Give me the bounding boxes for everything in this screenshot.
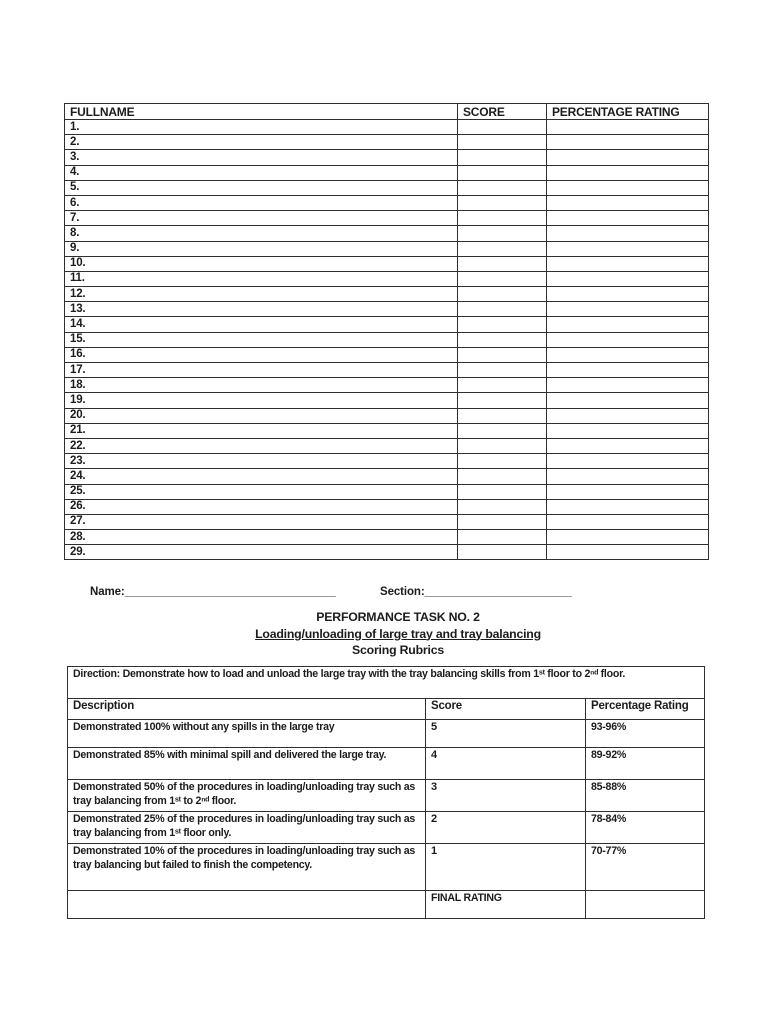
roster-percentage-cell bbox=[547, 332, 709, 347]
rubric-row bbox=[68, 812, 705, 844]
roster-number-cell: 14. bbox=[65, 317, 458, 332]
roster-row bbox=[65, 120, 709, 135]
roster-percentage-cell bbox=[547, 287, 709, 302]
final-description-cell bbox=[68, 891, 426, 919]
roster-row bbox=[65, 256, 709, 271]
roster-number-cell: 2. bbox=[65, 135, 458, 150]
roster-percentage-cell bbox=[547, 317, 709, 332]
roster-percentage-cell bbox=[547, 347, 709, 362]
roster-score-cell bbox=[458, 393, 547, 408]
roster-row bbox=[65, 469, 709, 484]
roster-percentage-cell bbox=[547, 514, 709, 529]
roster-number-cell: 4. bbox=[65, 165, 458, 180]
roster-table bbox=[64, 103, 709, 560]
rubric-header-row bbox=[68, 699, 705, 720]
roster-row bbox=[65, 211, 709, 226]
roster-percentage-cell bbox=[547, 226, 709, 241]
roster-score-cell bbox=[458, 347, 547, 362]
roster-row bbox=[65, 241, 709, 256]
roster-row bbox=[65, 271, 709, 286]
roster-row bbox=[65, 226, 709, 241]
roster-number-cell: 29. bbox=[65, 545, 458, 560]
roster-percentage-cell bbox=[547, 499, 709, 514]
roster-row bbox=[65, 135, 709, 150]
roster-number-cell: 8. bbox=[65, 226, 458, 241]
roster-percentage-cell bbox=[547, 256, 709, 271]
roster-number-cell: 21. bbox=[65, 423, 458, 438]
roster-percentage-cell bbox=[547, 180, 709, 195]
scoring-rubrics-subtitle: Scoring Rubrics bbox=[352, 643, 444, 657]
roster-row bbox=[65, 438, 709, 453]
rubric-score-cell: 2 bbox=[426, 812, 586, 844]
roster-number-cell: 26. bbox=[65, 499, 458, 514]
rubric-description-cell: Demonstrated 25% of the procedures in loading/unloading tray such as tray balancing from 1ˢᵗ floor only. bbox=[68, 812, 426, 844]
roster-row bbox=[65, 195, 709, 210]
roster-score-cell bbox=[458, 302, 547, 317]
roster-score-cell bbox=[458, 317, 547, 332]
roster-row bbox=[65, 484, 709, 499]
rubric-row bbox=[68, 844, 705, 891]
roster-percentage-cell bbox=[547, 530, 709, 545]
rubric-header-score: Score bbox=[426, 699, 586, 720]
roster-score-cell bbox=[458, 287, 547, 302]
roster-percentage-cell bbox=[547, 393, 709, 408]
roster-score-cell bbox=[458, 438, 547, 453]
roster-score-cell bbox=[458, 423, 547, 438]
roster-score-cell bbox=[458, 226, 547, 241]
roster-number-cell: 5. bbox=[65, 180, 458, 195]
roster-score-cell bbox=[458, 211, 547, 226]
roster-header-row bbox=[65, 104, 709, 120]
roster-header-fullname: FULLNAME bbox=[65, 104, 458, 120]
rubric-header-description: Description bbox=[68, 699, 426, 720]
rubric-percentage-cell: 70-77% bbox=[586, 844, 705, 891]
roster-score-cell bbox=[458, 514, 547, 529]
direction-cell: Direction: Demonstrate how to load and unload the large tray with the tray balancing skills from 1ˢᵗ floor to 2ⁿᵈ floor. bbox=[68, 667, 705, 699]
roster-row bbox=[65, 423, 709, 438]
roster-number-cell: 6. bbox=[65, 195, 458, 210]
roster-percentage-cell bbox=[547, 438, 709, 453]
roster-percentage-cell bbox=[547, 150, 709, 165]
roster-row bbox=[65, 393, 709, 408]
rubric-row bbox=[68, 720, 705, 748]
roster-score-cell bbox=[458, 378, 547, 393]
roster-number-cell: 22. bbox=[65, 438, 458, 453]
roster-header-score: SCORE bbox=[458, 104, 547, 120]
section-label: Section: bbox=[380, 586, 425, 598]
rubric-percentage-cell: 89-92% bbox=[586, 748, 705, 780]
rubric-description-cell: Demonstrated 50% of the procedures in loading/unloading tray such as tray balancing from 1ˢᵗ to 2ⁿᵈ floor. bbox=[68, 780, 426, 812]
rubric-score-cell: 5 bbox=[426, 720, 586, 748]
roster-number-cell: 7. bbox=[65, 211, 458, 226]
roster-number-cell: 27. bbox=[65, 514, 458, 529]
roster-number-cell: 15. bbox=[65, 332, 458, 347]
direction-row bbox=[68, 667, 705, 699]
roster-row bbox=[65, 363, 709, 378]
roster-number-cell: 9. bbox=[65, 241, 458, 256]
roster-score-cell bbox=[458, 545, 547, 560]
rubric-row bbox=[68, 780, 705, 812]
roster-row bbox=[65, 454, 709, 469]
rubric-percentage-cell: 85-88% bbox=[586, 780, 705, 812]
roster-number-cell: 20. bbox=[65, 408, 458, 423]
roster-row bbox=[65, 317, 709, 332]
roster-number-cell: 17. bbox=[65, 363, 458, 378]
roster-row bbox=[65, 287, 709, 302]
roster-number-cell: 28. bbox=[65, 530, 458, 545]
roster-score-cell bbox=[458, 135, 547, 150]
rubric-table bbox=[67, 666, 705, 919]
roster-row bbox=[65, 302, 709, 317]
section-blank-line: _______________________ bbox=[424, 586, 572, 598]
roster-header-percentage-rating: PERCENTAGE RATING bbox=[547, 104, 709, 120]
roster-score-cell bbox=[458, 150, 547, 165]
roster-score-cell bbox=[458, 454, 547, 469]
roster-row bbox=[65, 499, 709, 514]
roster-number-cell: 16. bbox=[65, 347, 458, 362]
roster-score-cell bbox=[458, 120, 547, 135]
roster-score-cell bbox=[458, 195, 547, 210]
activity-title: Loading/unloading of large tray and tray balancing bbox=[255, 626, 541, 641]
roster-percentage-cell bbox=[547, 484, 709, 499]
rubric-score-cell: 4 bbox=[426, 748, 586, 780]
rubric-score-cell: 3 bbox=[426, 780, 586, 812]
roster-score-cell bbox=[458, 363, 547, 378]
roster-number-cell: 13. bbox=[65, 302, 458, 317]
roster-row bbox=[65, 530, 709, 545]
roster-number-cell: 1. bbox=[65, 120, 458, 135]
roster-percentage-cell bbox=[547, 408, 709, 423]
roster-score-cell bbox=[458, 408, 547, 423]
headings-block bbox=[14, 609, 768, 659]
roster-row bbox=[65, 180, 709, 195]
final-rating-row bbox=[68, 891, 705, 919]
final-rating-label: FINAL RATING bbox=[426, 891, 586, 919]
roster-number-cell: 3. bbox=[65, 150, 458, 165]
rubric-header-percentage-rating: Percentage Rating bbox=[586, 699, 705, 720]
section-field bbox=[380, 586, 572, 598]
roster-score-cell bbox=[458, 332, 547, 347]
roster-number-cell: 18. bbox=[65, 378, 458, 393]
roster-row bbox=[65, 545, 709, 560]
roster-number-cell: 10. bbox=[65, 256, 458, 271]
rubric-row bbox=[68, 748, 705, 780]
rubric-description-cell: Demonstrated 85% with minimal spill and delivered the large tray. bbox=[68, 748, 426, 780]
roster-row bbox=[65, 378, 709, 393]
roster-percentage-cell bbox=[547, 378, 709, 393]
roster-row bbox=[65, 514, 709, 529]
roster-score-cell bbox=[458, 165, 547, 180]
roster-percentage-cell bbox=[547, 165, 709, 180]
roster-score-cell bbox=[458, 484, 547, 499]
task-title: PERFORMANCE TASK NO. 2 bbox=[316, 610, 480, 624]
roster-percentage-cell bbox=[547, 271, 709, 286]
roster-row bbox=[65, 347, 709, 362]
roster-score-cell bbox=[458, 469, 547, 484]
rubric-description-cell: Demonstrated 100% without any spills in the large tray bbox=[68, 720, 426, 748]
roster-score-cell bbox=[458, 180, 547, 195]
roster-number-cell: 11. bbox=[65, 271, 458, 286]
name-label: Name: bbox=[90, 586, 125, 598]
roster-percentage-cell bbox=[547, 135, 709, 150]
name-blank-line: _________________________________ bbox=[124, 586, 336, 598]
roster-number-cell: 25. bbox=[65, 484, 458, 499]
roster-row bbox=[65, 408, 709, 423]
roster-percentage-cell bbox=[547, 469, 709, 484]
rubric-description-cell: Demonstrated 10% of the procedures in loading/unloading tray such as tray balancing but failed to finish the competency. bbox=[68, 844, 426, 891]
roster-percentage-cell bbox=[547, 195, 709, 210]
roster-row bbox=[65, 332, 709, 347]
roster-number-cell: 23. bbox=[65, 454, 458, 469]
roster-score-cell bbox=[458, 256, 547, 271]
roster-score-cell bbox=[458, 241, 547, 256]
name-field bbox=[90, 586, 336, 598]
roster-percentage-cell bbox=[547, 363, 709, 378]
roster-percentage-cell bbox=[547, 211, 709, 226]
roster-number-cell: 19. bbox=[65, 393, 458, 408]
roster-percentage-cell bbox=[547, 423, 709, 438]
roster-percentage-cell bbox=[547, 120, 709, 135]
roster-row bbox=[65, 165, 709, 180]
roster-percentage-cell bbox=[547, 545, 709, 560]
roster-percentage-cell bbox=[547, 454, 709, 469]
roster-score-cell bbox=[458, 271, 547, 286]
roster-score-cell bbox=[458, 499, 547, 514]
rubric-percentage-cell: 78-84% bbox=[586, 812, 705, 844]
roster-number-cell: 12. bbox=[65, 287, 458, 302]
rubric-score-cell: 1 bbox=[426, 844, 586, 891]
roster-number-cell: 24. bbox=[65, 469, 458, 484]
roster-score-cell bbox=[458, 530, 547, 545]
roster-percentage-cell bbox=[547, 302, 709, 317]
rubric-percentage-cell: 93-96% bbox=[586, 720, 705, 748]
roster-row bbox=[65, 150, 709, 165]
final-rating-value-cell bbox=[586, 891, 705, 919]
roster-percentage-cell bbox=[547, 241, 709, 256]
